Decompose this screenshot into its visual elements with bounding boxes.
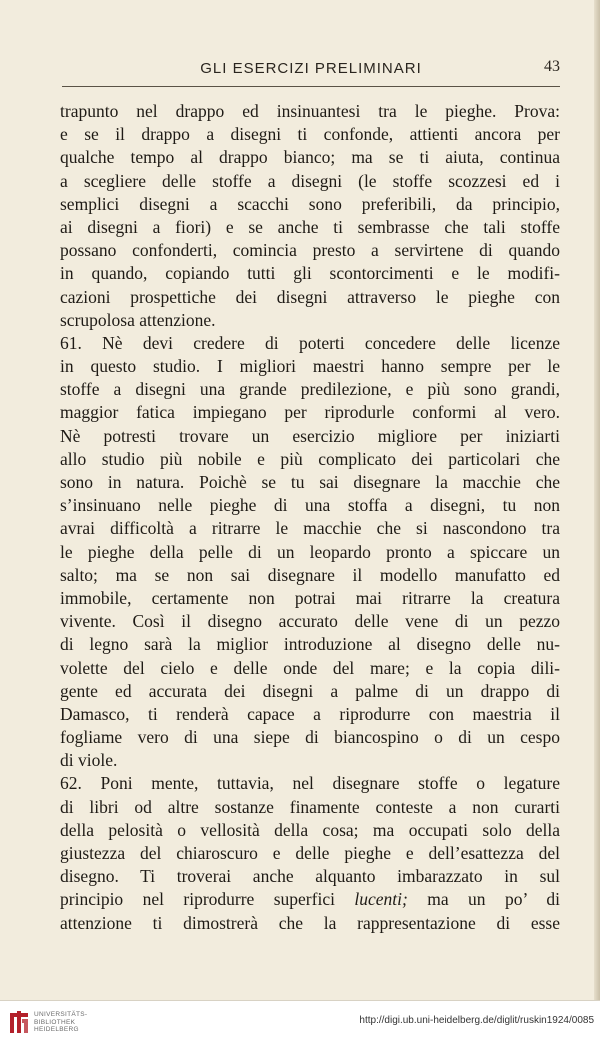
text-line: stoffe a disegni una grande predilezione, e più sono grandi, (60, 379, 560, 400)
italic-before: principio nel riprodurre superfici (60, 889, 335, 910)
text-line: volette del cielo e delle onde del mare; e la copia dili- (60, 657, 560, 678)
text-line: immobile, certamente non potrai mai ritrarre la creatura (60, 587, 560, 608)
library-line: BIBLIOTHEK (34, 1018, 76, 1026)
text-line: 62. Poni mente, tuttavia, nel disegnare stoffe o legature (60, 773, 560, 794)
text-line: ai disegni a fiori) e se anche ti sembrasse che tali stoffe (60, 216, 560, 237)
page-edge (594, 0, 600, 1000)
header-rule (62, 86, 560, 87)
body-text (60, 100, 560, 935)
text-line: qualche tempo al drappo bianco; ma se ti aiuta, continua (60, 147, 560, 168)
text-line-italic (60, 888, 560, 911)
text-line: attenzione ti dimostrerà che la rappresentazione di esse (60, 912, 560, 933)
running-title: GLI ESERCIZI PRELIMINARI (200, 60, 422, 77)
text-line: Nè potresti trovare un esercizio migliore per iniziarti (60, 425, 560, 446)
source-url-link[interactable]: http://digi.ub.uni-heidelberg.de/diglit/ruskin1924/0085 (359, 1015, 594, 1026)
library-line: HEIDELBERG (34, 1026, 79, 1033)
text-line: disegno. Ti troverai anche alquanto imbarazzato in sul (60, 866, 560, 887)
text-line: salto; ma se non sai disegnare il modello manufatto ed (60, 564, 560, 585)
text-line: semplici disegni a scacchi sono preferibili, da principio, (60, 193, 560, 214)
library-name (34, 1011, 87, 1034)
text-line: della pelosità o vellosità della cosa; ma occupati solo della (60, 819, 560, 840)
text-line: in questo studio. I migliori maestri hanno sempre per le (60, 356, 560, 377)
text-line: vivente. Così il disegno accurato delle vene di un pezzo (60, 611, 560, 632)
text-line: scrupolosa attenzione. (60, 309, 216, 330)
text-line: possano confonderti, comincia presto a servirtene di quando (60, 240, 560, 261)
footer-bar (0, 1000, 600, 1042)
text-line: fogliame vero di una siepe di biancospino o di un cespo (60, 727, 560, 748)
text-line: 61. Nè devi credere di poterti concedere delle licenze (60, 332, 560, 353)
text-line: gente ed accurata dei disegni a palme di un drappo di (60, 680, 560, 701)
text-line: allo studio più nobile e più complicato dei particolari che (60, 448, 560, 469)
text-line: s’insinuano nelle pieghe di una stoffa a disegni, tu non (60, 495, 560, 516)
italic-after: ma un po’ di (427, 889, 560, 910)
library-line: UNIVERSITÄTS- (34, 1011, 88, 1018)
text-line: di libri od altre sostanze finamente conteste a non curarti (60, 796, 560, 817)
page-number: 43 (544, 58, 560, 75)
text-line: avrai difficoltà a ritrarre le macchie che si nascondono tra (60, 518, 560, 539)
page-header (62, 58, 560, 82)
text-line: di viole. (60, 750, 118, 771)
text-line: Damasco, ti renderà capace a riprodurre con maestria il (60, 703, 560, 724)
text-line: a scegliere delle stoffe a disegni (le stoffe scozzesi ed i (60, 170, 560, 191)
library-logo-icon (8, 1009, 30, 1035)
text-line: cazioni prospettiche dei disegni attraverso le pieghe con (60, 286, 560, 307)
text-line: sono in natura. Poichè se tu sai disegnare la macchie che (60, 472, 560, 492)
text-line: le pieghe della pelle di un leopardo pronto a spiccare un (60, 541, 560, 562)
text-line: di legno sarà la miglior introduzione al disegno delle nu- (60, 634, 560, 655)
text-line: maggior fatica impiegano per riprodurle conformi al vero. (60, 402, 560, 423)
italic-word: lucenti; (354, 889, 408, 910)
text-line: trapunto nel drappo ed insinuantesi tra le pieghe. Prova: (60, 101, 560, 121)
text-line: in quando, copiando tutti gli scontorcimenti e le modifi- (60, 263, 560, 284)
text-line: giustezza del chiaroscuro e delle pieghe e dell’esattezza del (60, 843, 560, 863)
text-line: e se il drappo a disegni ti confonde, attienti ancora per (60, 124, 560, 145)
